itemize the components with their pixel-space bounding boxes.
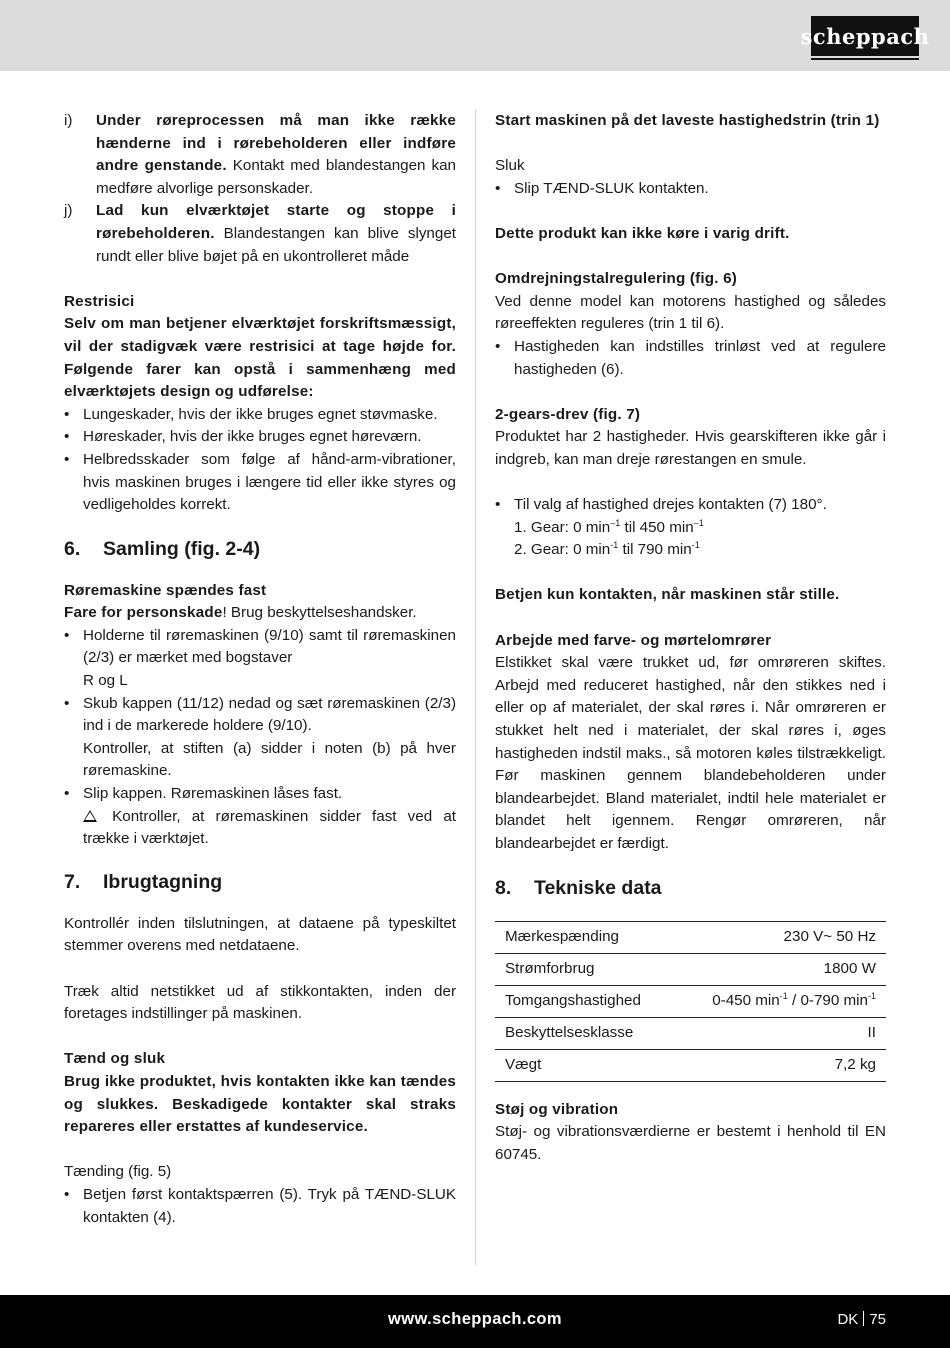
gear-2-line: [495, 539, 886, 562]
list-item: • Høreskader, hvis der ikke bruges egnet høreværn.: [64, 426, 456, 449]
gear-title: 2-gears-drev (fig. 7): [495, 405, 641, 423]
spec-table: [495, 921, 886, 1082]
page-number: [837, 1311, 886, 1328]
table-row: [495, 1049, 886, 1081]
safety-item-j: [64, 200, 456, 268]
paragraph: Kontrollér inden tilslutningen, at dataene på typeskiltet stemmer overens med netdataene.: [64, 914, 456, 955]
spec-label: Vægt: [495, 1049, 674, 1081]
list-item: [64, 783, 456, 806]
list-item: • Betjen først kontaktspærren (5). Tryk på TÆND-SLUK kontakten (4).: [64, 1184, 456, 1229]
gear-text: til 790 min: [618, 541, 692, 559]
spec-value: 1800 W: [674, 953, 886, 985]
warning-bold: Fare for personskade: [64, 604, 223, 622]
warning-text: ! Brug beskyttelseshandsker.: [222, 604, 417, 622]
heading-number: 6.: [64, 537, 81, 560]
column-divider: [475, 110, 476, 1265]
section-heading-7: [64, 868, 456, 896]
superscript: –1: [693, 517, 704, 528]
gear-text: 1. Gear: 0 min: [514, 518, 611, 536]
spec-value: 230 V~ 50 Hz: [674, 921, 886, 953]
list-item-continuation: [64, 806, 456, 851]
separator: [863, 1311, 864, 1326]
right-column: [495, 110, 886, 1166]
heading-text: Samling (fig. 2-4): [103, 537, 261, 560]
item-bold-text: Under røreprocessen må man ikke række hænderne ind i rørebeholderen eller indføre andre genstande.: [96, 112, 456, 175]
list-item: • Til valg af hastighed drejes kontakten (7) 180°.: [495, 494, 886, 517]
switch-off-label: Sluk: [495, 157, 525, 175]
list-item-text: Slip kappen. Røremaskinen låses fast.: [83, 785, 343, 803]
item-text: Kontakt med blandestangen kan medføre alvorlige personskader.: [96, 157, 456, 197]
heading-text: Tekniske data: [534, 876, 662, 899]
start-instruction: Start maskinen på det laveste hastighedstrin (trin 1): [495, 112, 880, 129]
spec-label: Mærkespænding: [495, 921, 674, 953]
paragraph: Produktet har 2 hastigheder. Hvis gearskifteren ikke går i indgreb, kan man dreje rørestangen en smule.: [495, 428, 886, 468]
gear-text: til 450 min: [620, 518, 694, 536]
item-marker: i): [64, 112, 73, 129]
table-row: [495, 1017, 886, 1049]
warning-triangle-icon: [83, 810, 97, 822]
table-row: [495, 953, 886, 985]
logo-underline: [811, 58, 919, 60]
restrisici-intro: Selv om man betjener elværktøjet forskriftsmæssigt, vil der stadigvæk være restrisici at tage højde for. Følgende farer kan opstå i sammenhæng med elværktøjets design og udførelse:: [64, 315, 456, 401]
restrisici-title: Restrisici: [64, 292, 135, 310]
language-code: DK: [837, 1311, 859, 1328]
list-item-continuation: Kontroller, at stiften (a) sidder i noten (b) på hver røremaskine.: [83, 739, 456, 780]
clamp-title: Røremaskine spændes fast: [64, 581, 267, 599]
spec-label: Strømforbrug: [495, 953, 674, 985]
spec-label: Beskyttelsesklasse: [495, 1017, 674, 1049]
superscript: -1: [867, 990, 876, 1001]
superscript: –1: [610, 517, 621, 528]
list-item: [64, 625, 456, 670]
continuous-operation-note: Dette produkt kan ikke køre i varig drift.: [495, 224, 790, 242]
table-row: [495, 921, 886, 953]
rpm-title: Omdrejningstalregulering (fig. 6): [495, 270, 738, 288]
paragraph: Træk altid netstikket ud af stikkontakten, inden der foretages indstillinger på maskinen.: [64, 982, 456, 1023]
section-heading-8: [495, 874, 886, 902]
spec-value-part: / 0-790 min: [787, 991, 868, 1009]
page-footer: [0, 1295, 950, 1348]
noise-title: Støj og vibration: [495, 1100, 619, 1118]
page-header: [0, 0, 950, 71]
spec-value: [674, 985, 886, 1017]
safety-item-i: [64, 110, 456, 200]
heading-number: 7.: [64, 870, 81, 893]
spec-value: 7,2 kg: [674, 1049, 886, 1081]
superscript: -1: [691, 540, 700, 551]
onoff-title: Tænd og sluk: [64, 1050, 166, 1068]
item-marker: j): [64, 202, 73, 220]
superscript: -1: [779, 990, 788, 1001]
section-heading-6: [64, 535, 456, 563]
heading-number: 8.: [495, 876, 512, 899]
superscript: -1: [610, 540, 619, 551]
heading-text: Ibrugtagning: [103, 870, 223, 893]
gear-1-line: [495, 517, 886, 540]
item-text: Blandestangen kan blive slynget rundt eller blive bøjet på en ukontrolleret måde: [96, 224, 456, 265]
spec-value-part: 0-450 min: [712, 991, 780, 1009]
list-item: • Slip TÆND-SLUK kontakten.: [495, 178, 886, 201]
paragraph: Ved denne model kan motorens hastighed og således røreeffekten reguleres (trin 1 til 6).: [495, 292, 886, 333]
list-item: • Helbredsskader som følge af hånd-arm-vibrationer, hvis maskinen bruges i længere tid eller ikke styres og vedligeholdes korrekt.: [64, 449, 456, 517]
item-bold-text: Lad kun elværktøjet starte og stoppe i rørebeholderen.: [96, 202, 456, 242]
list-item: • Lungeskader, hvis der ikke bruges egnet støvmaske.: [64, 404, 456, 427]
paragraph: Støj- og vibrationsværdierne er bestemt i henhold til EN 60745.: [495, 1123, 886, 1163]
clamp-warning: [64, 602, 456, 625]
warning-check-text: Kontroller, at røremaskinen sidder fast ved at trække i værktøjet.: [83, 807, 456, 848]
switch-on-label: Tænding (fig. 5): [64, 1163, 172, 1181]
spec-value: II: [674, 1017, 886, 1049]
spec-label: Tomgangshastighed: [495, 985, 674, 1017]
onoff-warning: Brug ikke produktet, hvis kontakten ikke kan tændes og slukkes. Beskadigede kontakter skal straks repareres eller erstattes af kundeservice.: [64, 1072, 456, 1136]
list-item-text: Skub kappen (11/12) nedad og sæt røremaskinen (2/3) ind i de markerede holdere (9/10).: [83, 694, 456, 735]
website-link[interactable]: www.scheppach.com: [388, 1310, 562, 1328]
logo-text: scheppach: [800, 23, 930, 49]
scheppach-logo: [800, 16, 930, 56]
list-item: [64, 693, 456, 738]
table-row: [495, 985, 886, 1017]
list-item-text: Holderne til røremaskinen (9/10) samt til røremaskinen (2/3) er mærket med bogstaver: [83, 626, 456, 667]
left-column: [64, 110, 456, 1229]
list-item: • Hastigheden kan indstilles trinløst ved at regulere hastigheden (6).: [495, 336, 886, 381]
mixer-title: Arbejde med farve- og mørtelomrører: [495, 631, 772, 649]
gear-text: 2. Gear: 0 min: [514, 541, 611, 559]
standstill-note: Betjen kun kontakten, når maskinen står stille.: [495, 586, 840, 604]
list-item-continuation: R og L: [83, 672, 128, 690]
paragraph: Elstikket skal være trukket ud, før omrøreren skiftes. Arbejd med reduceret hastighed, når den stikkes ned i eller op af materialet, der skal røres i. Når omrøreren er stukket helt ned i materialet, der skal røres i, øges hastigheden indstil maks., så motoren køles tilstrækkeligt. Før maskinen gennem blandebeholderen under blandearbejdet. Bland materialet, indtil hele materialet er blandet helt igennem. Rengør omrøreren, når blandearbejdet er færdigt.: [495, 654, 886, 852]
page-num: 75: [869, 1311, 886, 1328]
